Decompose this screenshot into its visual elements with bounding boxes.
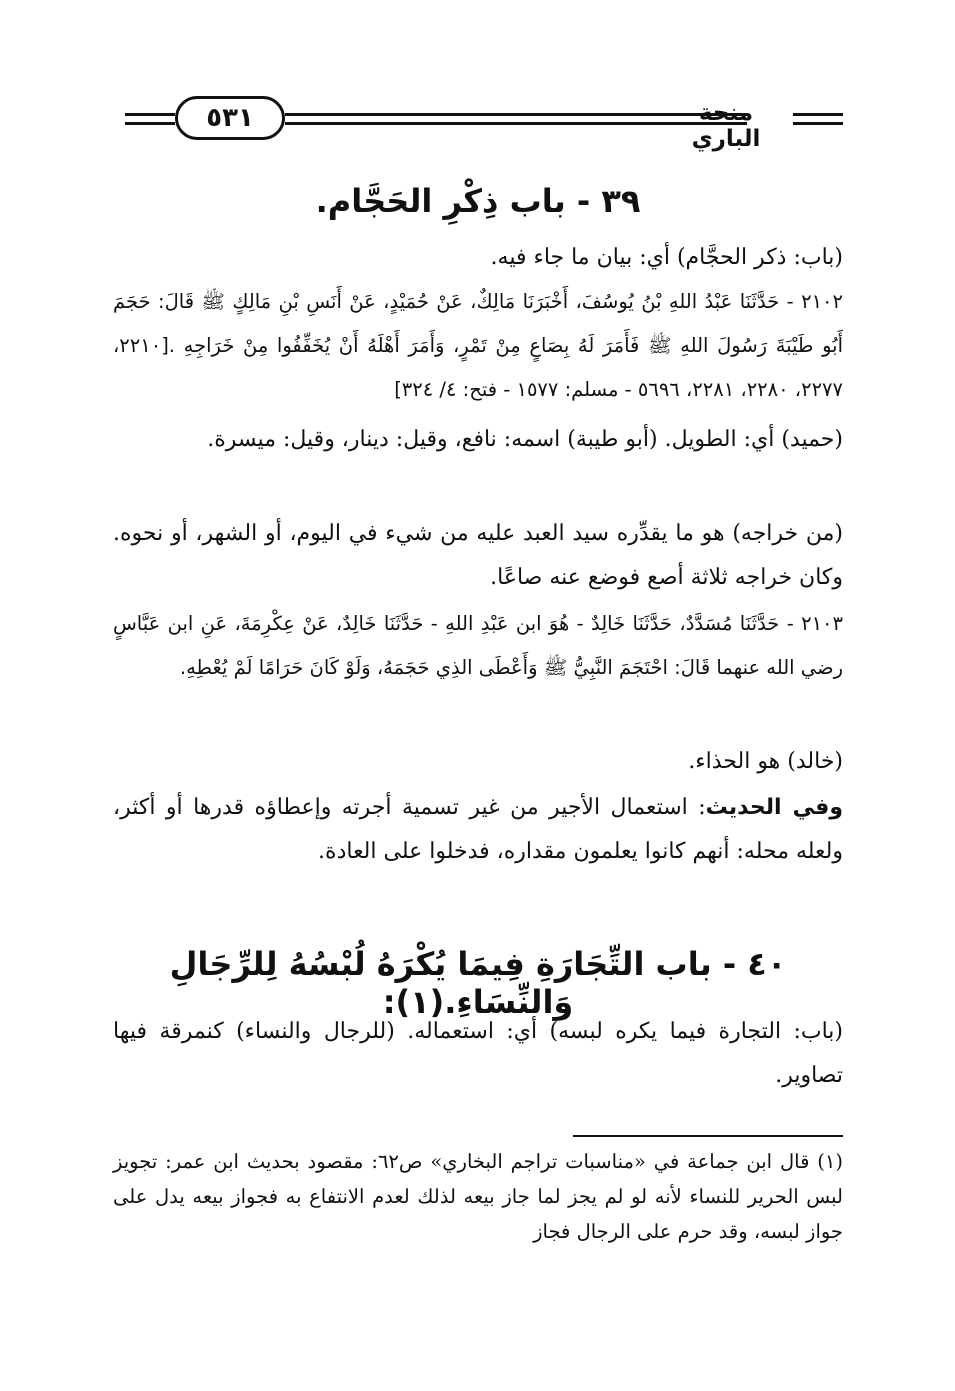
chapter-40-heading: ٤٠ - باب التِّجَارَةِ فِيمَا يُكْرَهُ لُبْسُهُ لِلرِّجَالِ وَالنِّسَاءِ.(١): — [169, 945, 787, 1021]
chapter-39-heading: ٣٩ - باب ذِكْرِ الحَجَّام. — [315, 182, 641, 220]
hadith-2103: ٢١٠٣ - حَدَّثَنَا مُسَدَّدٌ، حَدَّثَنَا خَالِدٌ - هُوَ ابن عَبْدِ اللهِ - حَدَّثَنَا خَالِدٌ، عَنْ عِكْرِمَةَ، عَنِ ابن عَبَّاسٍ رضي الله عنهما قَالَ: احْتَجَمَ النَّبِيُّ ﷺ وَأَعْطَى الذِي حَجَمَهُ، وَلَوْ كَانَ حَرَامًا لَمْ يُعْطِهِ. — [113, 612, 843, 679]
footnote-separator — [573, 1135, 843, 1137]
lesson-label: وفي الحديث — [705, 795, 843, 820]
footnote-1: (١) قال ابن جماعة في «مناسبات تراجم البخاري» ص٦٢: مقصود بحديث ابن عمر: تجويز لبس الحرير للنساء لأنه لو لم يجز لما جاز بيعه لذلك لعدم الانتفاع به فجواز بيعه يدل على جواز لبسه، وقد حرم على الرجال فجاز — [113, 1150, 843, 1243]
commentary-humaid: (حميد) أي: الطويل. (أبو طيبة) اسمه: نافع، وقيل: دينار، وقيل: ميسرة. — [207, 427, 843, 452]
header-rule-right — [793, 113, 843, 125]
header-rule-left — [125, 113, 175, 125]
hadith-lesson — [113, 786, 843, 874]
chapter-39-gloss: (باب: ذكر الحجَّام) أي: بيان ما جاء فيه. — [490, 245, 843, 270]
commentary-kharaj: (من خراجه) هو ما يقدِّره سيد العبد عليه من شيء في اليوم، أو الشهر، أو نحوه. وكان خراجه ثلاثة أصع فوضع عنه صاعًا. — [113, 521, 843, 590]
running-title: منحة الباري — [691, 100, 761, 152]
hadith-2102: ٢١٠٢ - حَدَّثَنَا عَبْدُ اللهِ بْنُ يُوسُفَ، أَخْبَرَنَا مَالِكٌ، عَنْ حُمَيْدٍ، عَنْ أَنَسِ بْنِ مَالِكٍ ﷺ قَالَ: حَجَمَ أَبُو طَيْبَةَ رَسُولَ اللهِ ﷺ فَأَمَرَ لَهُ بِصَاعٍ مِنْ تَمْرٍ، وَأَمَرَ أَهْلَهُ أَنْ يُخَفِّفُوا مِنْ خَرَاجِهِ .[٢٢١٠، ٢٢٧٧، ٢٢٨٠، ٢٢٨١، ٥٦٩٦ - مسلم: ١٥٧٧ - فتح: ٤/ ٣٢٤] — [113, 290, 843, 401]
commentary-khalid: (خالد) هو الحذاء. — [688, 749, 843, 774]
page-header — [125, 96, 843, 152]
page-number: ٥٣١ — [175, 96, 285, 140]
lesson-text: : استعمال الأجير من غير تسمية أجرته وإعطاؤه قدرها أو أكثر، ولعله محله: أنهم كانوا يعلمون مقداره، فدخلوا على العادة. — [113, 795, 843, 864]
chapter-40-gloss: (باب: التجارة فيما يكره لبسه) أي: استعماله. (للرجال والنساء) كنمرقة فيها تصاوير. — [113, 1019, 843, 1088]
